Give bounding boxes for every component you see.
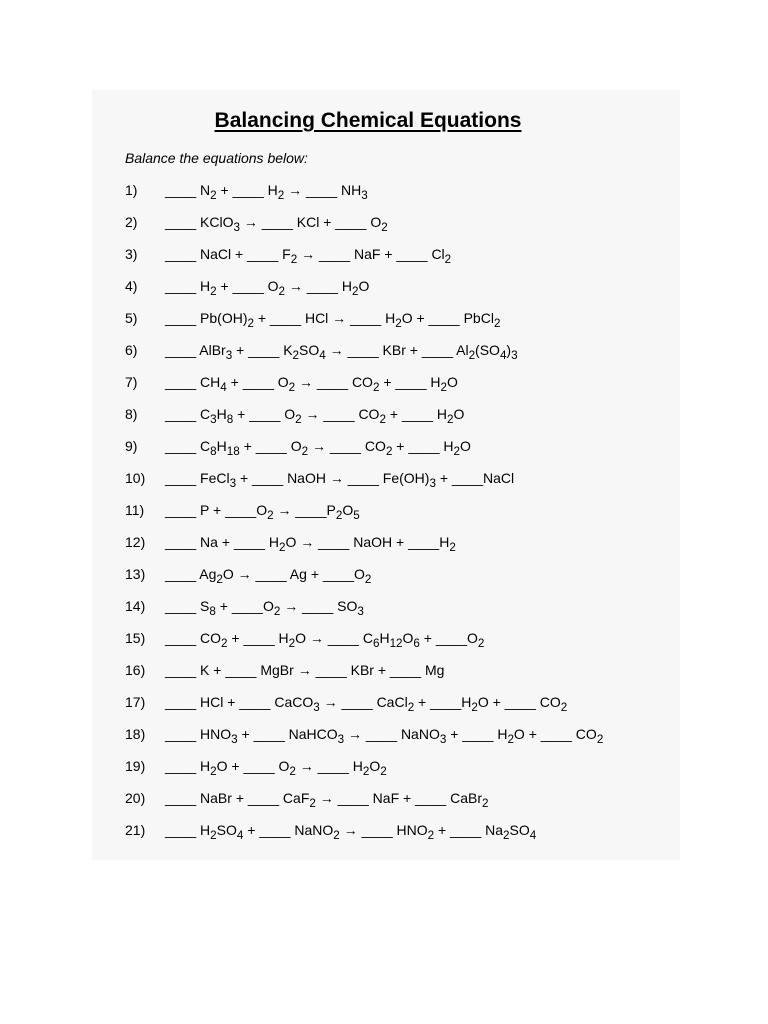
equation-text: ____ $C_3H_8$ + ____ $O_2$ → ____ $CO_2$ + ____ $H_2O$ (165, 406, 465, 426)
equation-row (125, 404, 464, 424)
equation-row (125, 340, 518, 360)
equation-row (125, 788, 489, 808)
equation-text: ____ $HNO_3$ + ____ NaHCO$_3$ → ____ NaNO$_3$ + ____ $H_2O$ + ____ $CO_2$ (165, 726, 604, 746)
equation-text: ____ $N_2$ + ____ $H_2$ → ____ $NH_3$ (165, 182, 368, 202)
equation-text: ____ $H_2$ + ____ $O_2$ → ____ $H_2O$ (165, 278, 370, 298)
equation-number: 20) (125, 790, 146, 806)
equation-text: ____ $Pb(OH)_2$ + ____ HCl → ____ $H_2O$ + ____ PbCl$_2$ (165, 310, 501, 330)
equation-number: 12) (125, 534, 146, 550)
equation-row (125, 692, 567, 712)
equation-text: ____ $CH_4$ + ____ $O_2$ → ____ $CO_2$ + ____ $H_2O$ (165, 374, 458, 394)
equation-row (125, 564, 371, 584)
equation-number: 3) (125, 246, 138, 262)
equation-text: ____ NaCl + ____ $F_2$ → ____ NaF + ____ $Cl_2$ (165, 246, 452, 266)
equation-row (125, 628, 484, 648)
equation-number: 17) (125, 694, 146, 710)
equation-number: 1) (125, 182, 138, 198)
equation-text: ____ Na + ____ $H_2O$ → ____ NaOH + $\_\_\_\_H_2$ (165, 534, 456, 554)
equation-row (125, 180, 368, 200)
equation-number: 5) (125, 310, 138, 326)
equation-text: ____ K + ____ MgBr → ____ KBr + ____ Mg (165, 662, 445, 678)
equation-number: 10) (125, 470, 146, 486)
equation-number: 9) (125, 438, 138, 454)
equation-number: 15) (125, 630, 146, 646)
equation-text: ____ NaBr + ____ CaF$_2$ → ____ NaF + ____ CaBr$_2$ (165, 790, 489, 810)
equation-row (125, 820, 536, 840)
equation-number: 13) (125, 566, 146, 582)
equation-text: ____ $H_2O$ + ____ $O_2$ → ____ $H_2O_2$ (165, 758, 387, 778)
equation-row (125, 372, 458, 392)
equation-text: ____ $C_8H_{18}$ + ____ $O_2$ → ____ $CO_2$ + ____ $H_2O$ (165, 438, 471, 458)
equation-row (125, 756, 387, 776)
equation-text: ____ $CO_2$ + ____ $H_2O$ → ____ $C_6H_{12}O_6$ + $\_\_\_\_O_2$ (165, 630, 485, 650)
equation-number: 14) (125, 598, 146, 614)
equation-number: 6) (125, 342, 138, 358)
equation-number: 16) (125, 662, 146, 678)
equation-number: 18) (125, 726, 146, 742)
equation-row (125, 244, 451, 264)
equation-number: 4) (125, 278, 138, 294)
equation-text: ____ AlBr$_3$ + ____ $K_2SO_4$ → ____ KBr + ____ $Al_2(SO_4)_3$ (165, 342, 518, 362)
equation-row (125, 468, 514, 488)
equation-row (125, 660, 444, 680)
equation-row (125, 436, 471, 456)
equation-text: ____ HCl + ____ CaCO$_3$ → ____ CaCl$_2$ + $\_\_\_\_H_2O$ + ____ $CO_2$ (165, 694, 568, 714)
equation-row (125, 500, 360, 520)
equation-number: 21) (125, 822, 146, 838)
equation-number: 8) (125, 406, 138, 422)
equation-number: 7) (125, 374, 138, 390)
equation-row (125, 724, 603, 744)
equation-row (125, 212, 388, 232)
equation-row (125, 532, 456, 552)
equation-text: ____ $S_8$ + $\_\_\_\_O_2$ → ____ $SO_3$ (165, 598, 364, 618)
instructions: Balance the equations below: (125, 150, 308, 166)
equation-text: ____ FeCl$_3$ + ____ NaOH → ____ $Fe(OH)_3$ + ____NaCl (165, 470, 515, 490)
page-title: Balancing Chemical Equations (214, 109, 522, 132)
equation-row (125, 276, 369, 296)
equation-number: 19) (125, 758, 146, 774)
equation-number: 11) (125, 502, 145, 518)
equation-text: ____ $Ag_2O$ → ____ $Ag + \_\_\_\_O_2$ (165, 566, 372, 586)
equation-row (125, 308, 500, 328)
equation-number: 2) (125, 214, 138, 230)
equation-text: ____ $H_2SO_4$ + ____ NaNO$_2$ → ____ $HNO_2$ + ____ $Na_2SO_4$ (165, 822, 537, 842)
equation-text: ____ $P + \_\_\_\_O_2$ → $\_\_\_\_P_2O_5$ (165, 502, 360, 522)
equation-text: ____ KClO$_3$ → ____ KCl + ____ $O_2$ (165, 214, 388, 234)
equation-row (125, 596, 364, 616)
